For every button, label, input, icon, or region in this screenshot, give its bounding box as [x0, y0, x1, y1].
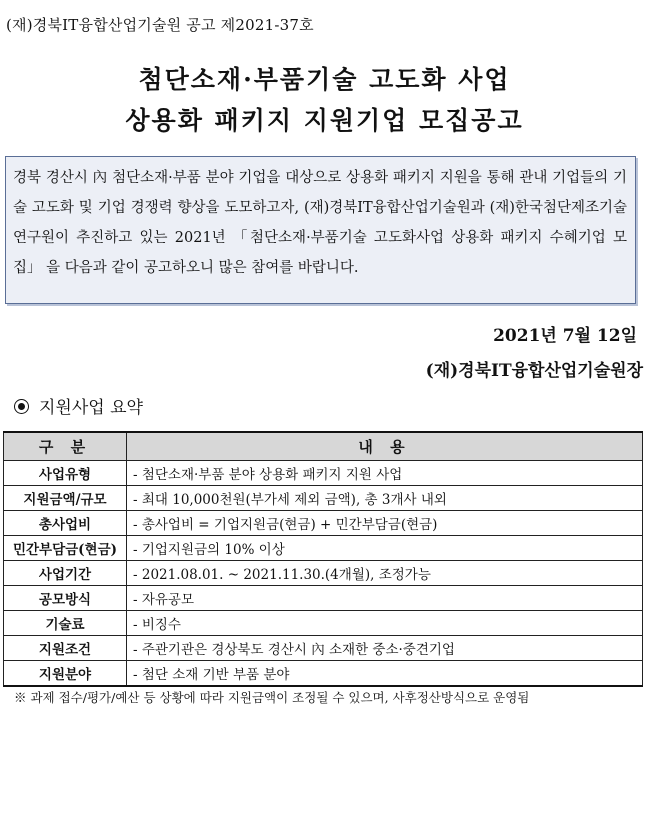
header-content: 내 용: [127, 432, 643, 461]
row-value: - 주관기관은 경상북도 경산시 內 소재한 중소·중견기업: [127, 636, 643, 661]
row-key: 총사업비: [4, 511, 127, 536]
row-key: 지원조건: [4, 636, 127, 661]
row-value: - 첨단 소재 기반 부품 분야: [127, 661, 643, 687]
summary-table: [3, 431, 643, 687]
row-key: 기술료: [4, 611, 127, 636]
row-value: - 기업지원금의 10% 이상: [127, 536, 643, 561]
table-row: [4, 486, 643, 511]
row-key: 지원분야: [4, 661, 127, 687]
table-row: [4, 461, 643, 486]
table-row: [4, 561, 643, 586]
row-value: - 2021.08.01. ~ 2021.11.30.(4개월), 조정가능: [127, 561, 643, 586]
row-key: 사업유형: [4, 461, 127, 486]
row-key: 사업기간: [4, 561, 127, 586]
row-value: - 총사업비 = 기업지원금(현금) + 민간부담금(현금): [127, 511, 643, 536]
row-value: - 비징수: [127, 611, 643, 636]
table-row: [4, 586, 643, 611]
issuer: (재)경북IT융합산업기술원장: [425, 361, 643, 381]
row-key: 민간부담금(현금): [4, 536, 127, 561]
intro-text: 경북 경산시 內 첨단소재·부품 분야 기업을 대상으로 상용화 패키지 지원을 통해 관내 기업들의 기술 고도화 및 기업 경쟁력 향상을 도모하고자, (재)경북IT융합산업기술원과 (재)한국첨단제조기술연구원이 추진하고 있는 2021년 「첨단소재·부품기술 고도화사업 상용화 패키지 수혜기업 모집」 을 다음과 같이 공고하오니 많은 참여를 바랍니다.: [13, 170, 627, 276]
table-header-row: [4, 432, 643, 461]
row-value: - 최대 10,000천원(부가세 제외 금액), 총 3개사 내외: [127, 486, 643, 511]
header-category: 구 분: [4, 432, 127, 461]
page-title-line2: 상용화 패키지 지원기업 모집공고: [125, 106, 524, 135]
row-value: - 첨단소재·부품 분야 상용화 패키지 지원 사업: [127, 461, 643, 486]
row-value: - 자유공모: [127, 586, 643, 611]
page-title-line1: 첨단소재·부품기술 고도화 사업: [138, 65, 511, 94]
notice-number: (재)경북IT융합산업기술원 공고 제2021-37호: [6, 16, 314, 34]
row-key: 공모방식: [4, 586, 127, 611]
circle-bullet-icon: [14, 399, 29, 414]
table-row: [4, 661, 643, 687]
table-row: [4, 536, 643, 561]
section-heading: [14, 393, 143, 418]
table-row: [4, 511, 643, 536]
table-row: [4, 611, 643, 636]
row-key: 지원금액/규모: [4, 486, 127, 511]
table-row: [4, 636, 643, 661]
issue-date: 2021년 7월 12일: [493, 326, 637, 346]
section-title: 지원사업 요약: [39, 398, 143, 418]
footnote: ※ 과제 접수/평가/예산 등 상황에 따라 지원금액이 조정될 수 있으며, 사후정산방식으로 운영됨: [14, 690, 530, 705]
intro-box: [5, 156, 636, 304]
